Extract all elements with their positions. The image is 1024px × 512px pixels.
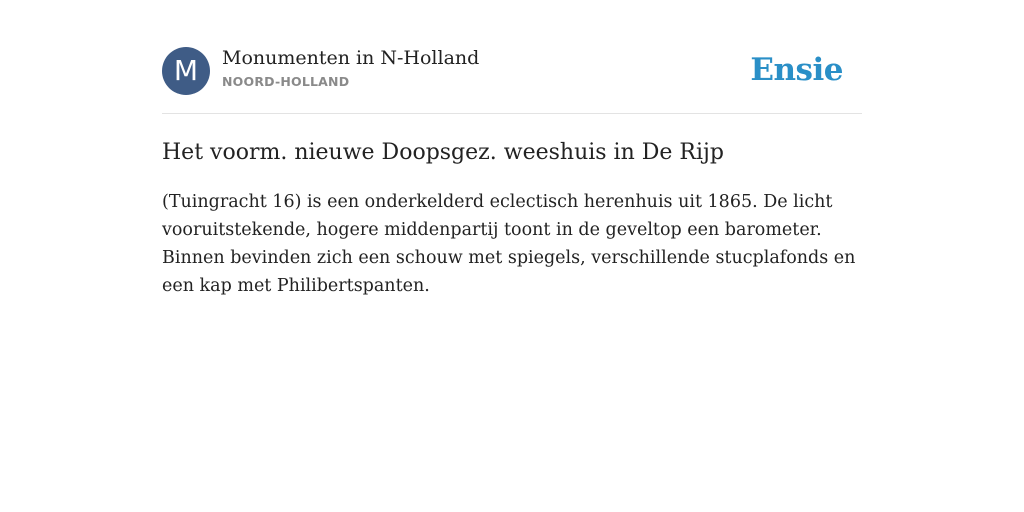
ensie-logo[interactable]: Ensie bbox=[750, 52, 843, 88]
avatar[interactable]: M bbox=[162, 47, 210, 95]
entry-title: Het voorm. nieuwe Doopsgez. weeshuis in De Rijp bbox=[162, 140, 724, 165]
entry-body: (Tuingracht 16) is een onderkelderd eclectisch herenhuis uit 1865. De licht vooruitstekende, hogere middenpartij toont in de geveltop een barometer. Binnen bevinden zich een schouw met spiegels, verschillende stucplafonds en een kap met Philibertspanten. bbox=[162, 192, 856, 296]
author-name[interactable]: Monumenten in N-Holland bbox=[222, 47, 480, 69]
region-label: NOORD-HOLLAND bbox=[222, 74, 350, 89]
entry-header bbox=[162, 46, 862, 114]
entry-card bbox=[162, 46, 862, 300]
